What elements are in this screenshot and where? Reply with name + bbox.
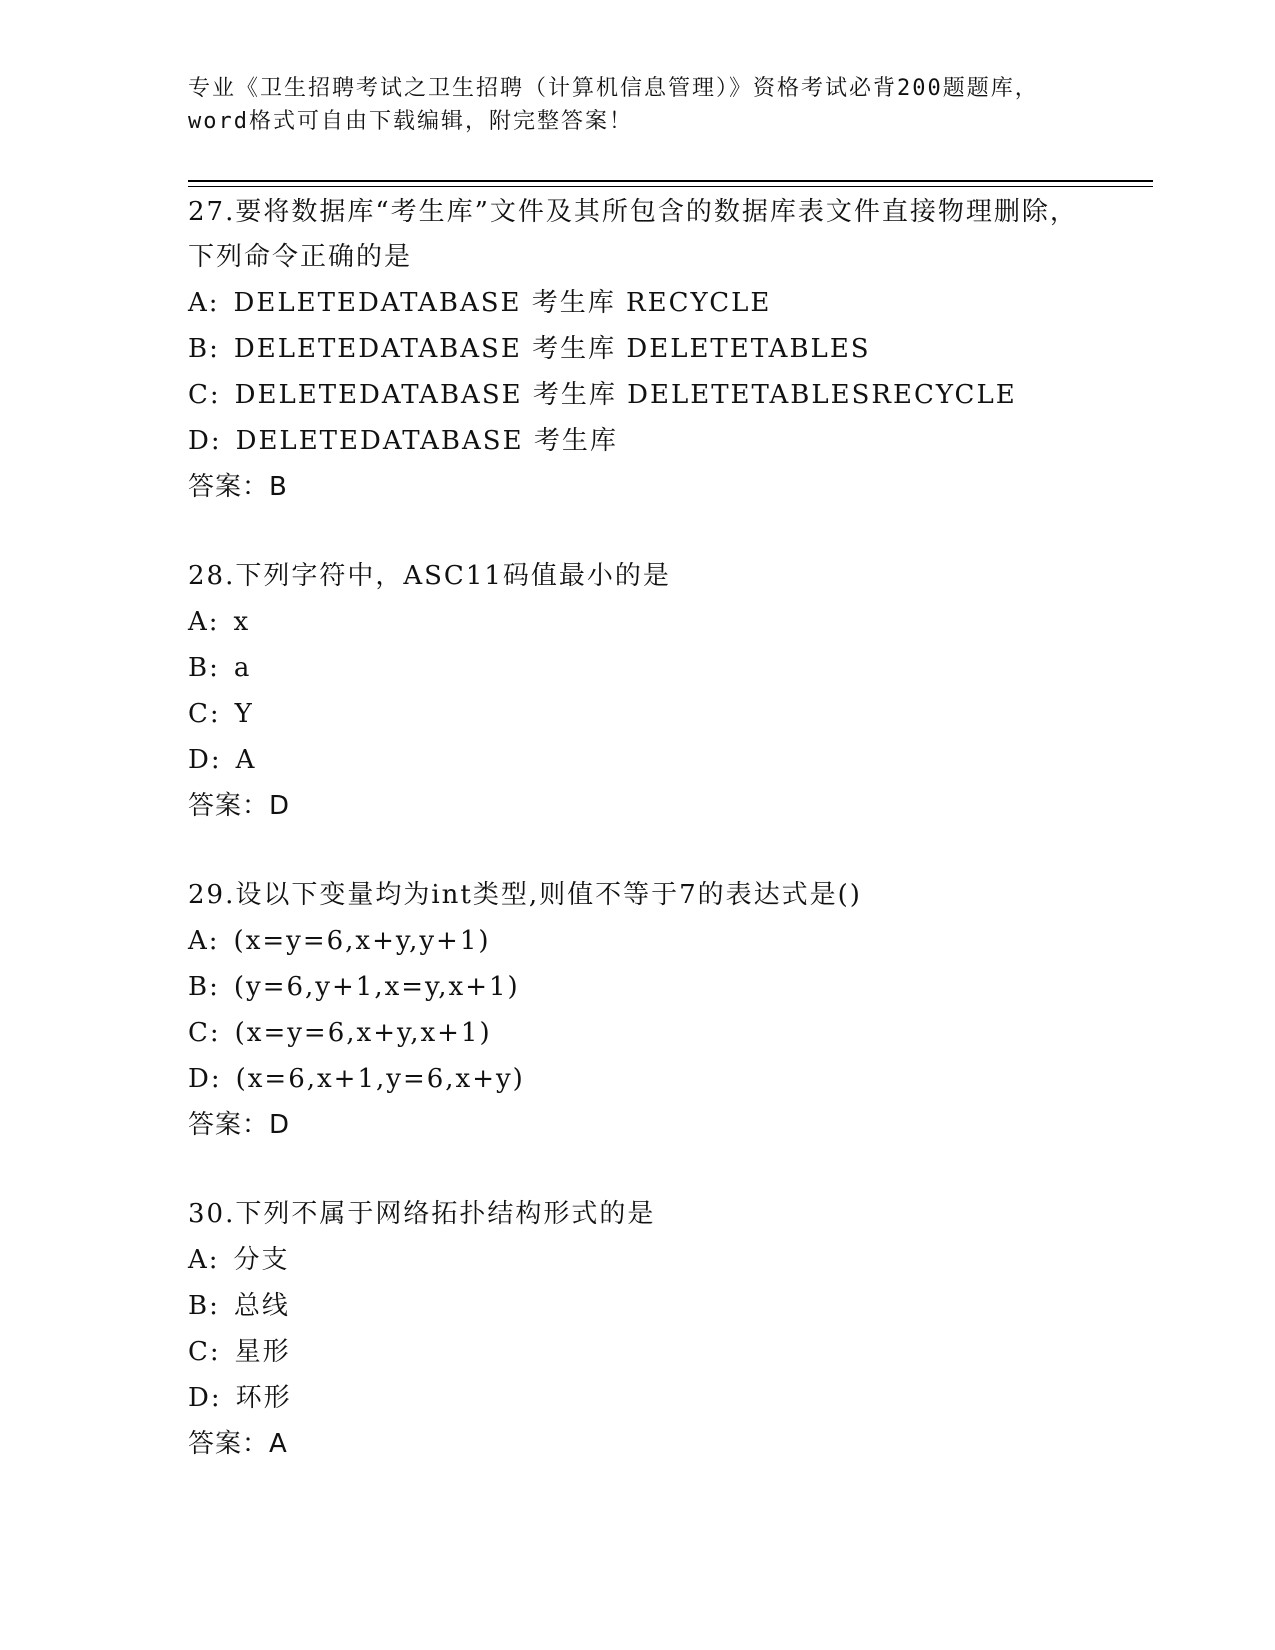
option-letter: A:: [188, 607, 220, 637]
option-b: [188, 964, 1088, 1010]
option-a: [188, 918, 1088, 964]
option-text: A: [235, 745, 257, 775]
option-a: [188, 1237, 1088, 1283]
answer-label: 答案：D: [188, 791, 291, 821]
option-d: [188, 1056, 1088, 1102]
option-letter: A:: [188, 926, 220, 956]
document-header: [188, 72, 1088, 138]
option-text: a: [233, 653, 252, 683]
option-letter: C:: [188, 1018, 221, 1048]
option-a: [188, 280, 1088, 326]
option-letter: B:: [188, 653, 220, 683]
option-text: DELETEDATABASE 考生库 RECYCLE: [233, 288, 772, 318]
question-stem: 29.设以下变量均为int类型,则值不等于7的表达式是(): [188, 880, 862, 910]
question-29: [188, 873, 1088, 1148]
option-letter: C:: [188, 699, 221, 729]
question-stem: 28.下列字符中，ASC11码值最小的是: [188, 561, 671, 591]
option-d: [188, 737, 1088, 783]
option-letter: D:: [188, 1064, 222, 1094]
question-27: [188, 190, 1088, 510]
answer-label: 答案：B: [188, 472, 288, 502]
option-c: [188, 691, 1088, 737]
option-text: (x=y=6,x+y,y+1): [233, 926, 491, 956]
option-text: 分支: [233, 1245, 290, 1275]
question-28: [188, 554, 1088, 829]
option-letter: C:: [188, 1337, 221, 1367]
question-stem: 27.要将数据库“考生库”文件及其所包含的数据库表文件直接物理删除，下列命令正确的是: [188, 197, 1078, 272]
option-text: (x=y=6,x+y,x+1): [234, 1018, 492, 1048]
option-letter: B:: [188, 972, 220, 1002]
option-text: 环形: [235, 1383, 292, 1413]
answer-label: 答案：D: [188, 1110, 291, 1140]
option-d: [188, 1375, 1088, 1421]
header-divider-thin: [188, 186, 1153, 187]
header-divider-thick: [188, 180, 1153, 182]
question-list: [188, 190, 1088, 1511]
option-d: [188, 418, 1088, 464]
option-text: DELETEDATABASE 考生库 DELETETABLES: [233, 334, 871, 364]
option-c: [188, 1010, 1088, 1056]
option-text: Y: [234, 699, 254, 729]
option-b: [188, 645, 1088, 691]
option-letter: A:: [188, 288, 220, 318]
option-text: 总线: [233, 1291, 290, 1321]
option-letter: A:: [188, 1245, 220, 1275]
option-letter: B:: [188, 1291, 220, 1321]
option-letter: D:: [188, 745, 222, 775]
option-c: [188, 1329, 1088, 1375]
question-stem: 30.下列不属于网络拓扑结构形式的是: [188, 1199, 656, 1229]
header-line-2: word格式可自由下载编辑，附完整答案！: [188, 109, 633, 134]
option-b: [188, 326, 1088, 372]
option-letter: D:: [188, 426, 222, 456]
header-line-1: 专业《卫生招聘考试之卫生招聘（计算机信息管理）》资格考试必背200题题库，: [188, 76, 1039, 101]
option-c: [188, 372, 1088, 418]
option-text: DELETEDATABASE 考生库 DELETETABLESRECYCLE: [234, 380, 1017, 410]
question-30: [188, 1192, 1088, 1467]
option-text: (y=6,y+1,x=y,x+1): [233, 972, 520, 1002]
option-letter: C:: [188, 380, 221, 410]
option-letter: B:: [188, 334, 220, 364]
option-b: [188, 1283, 1088, 1329]
answer-label: 答案：A: [188, 1429, 288, 1459]
option-text: x: [233, 607, 251, 637]
option-letter: D:: [188, 1383, 222, 1413]
option-text: 星形: [234, 1337, 291, 1367]
option-a: [188, 599, 1088, 645]
option-text: DELETEDATABASE 考生库: [235, 426, 618, 456]
option-text: (x=6,x+1,y=6,x+y): [235, 1064, 525, 1094]
